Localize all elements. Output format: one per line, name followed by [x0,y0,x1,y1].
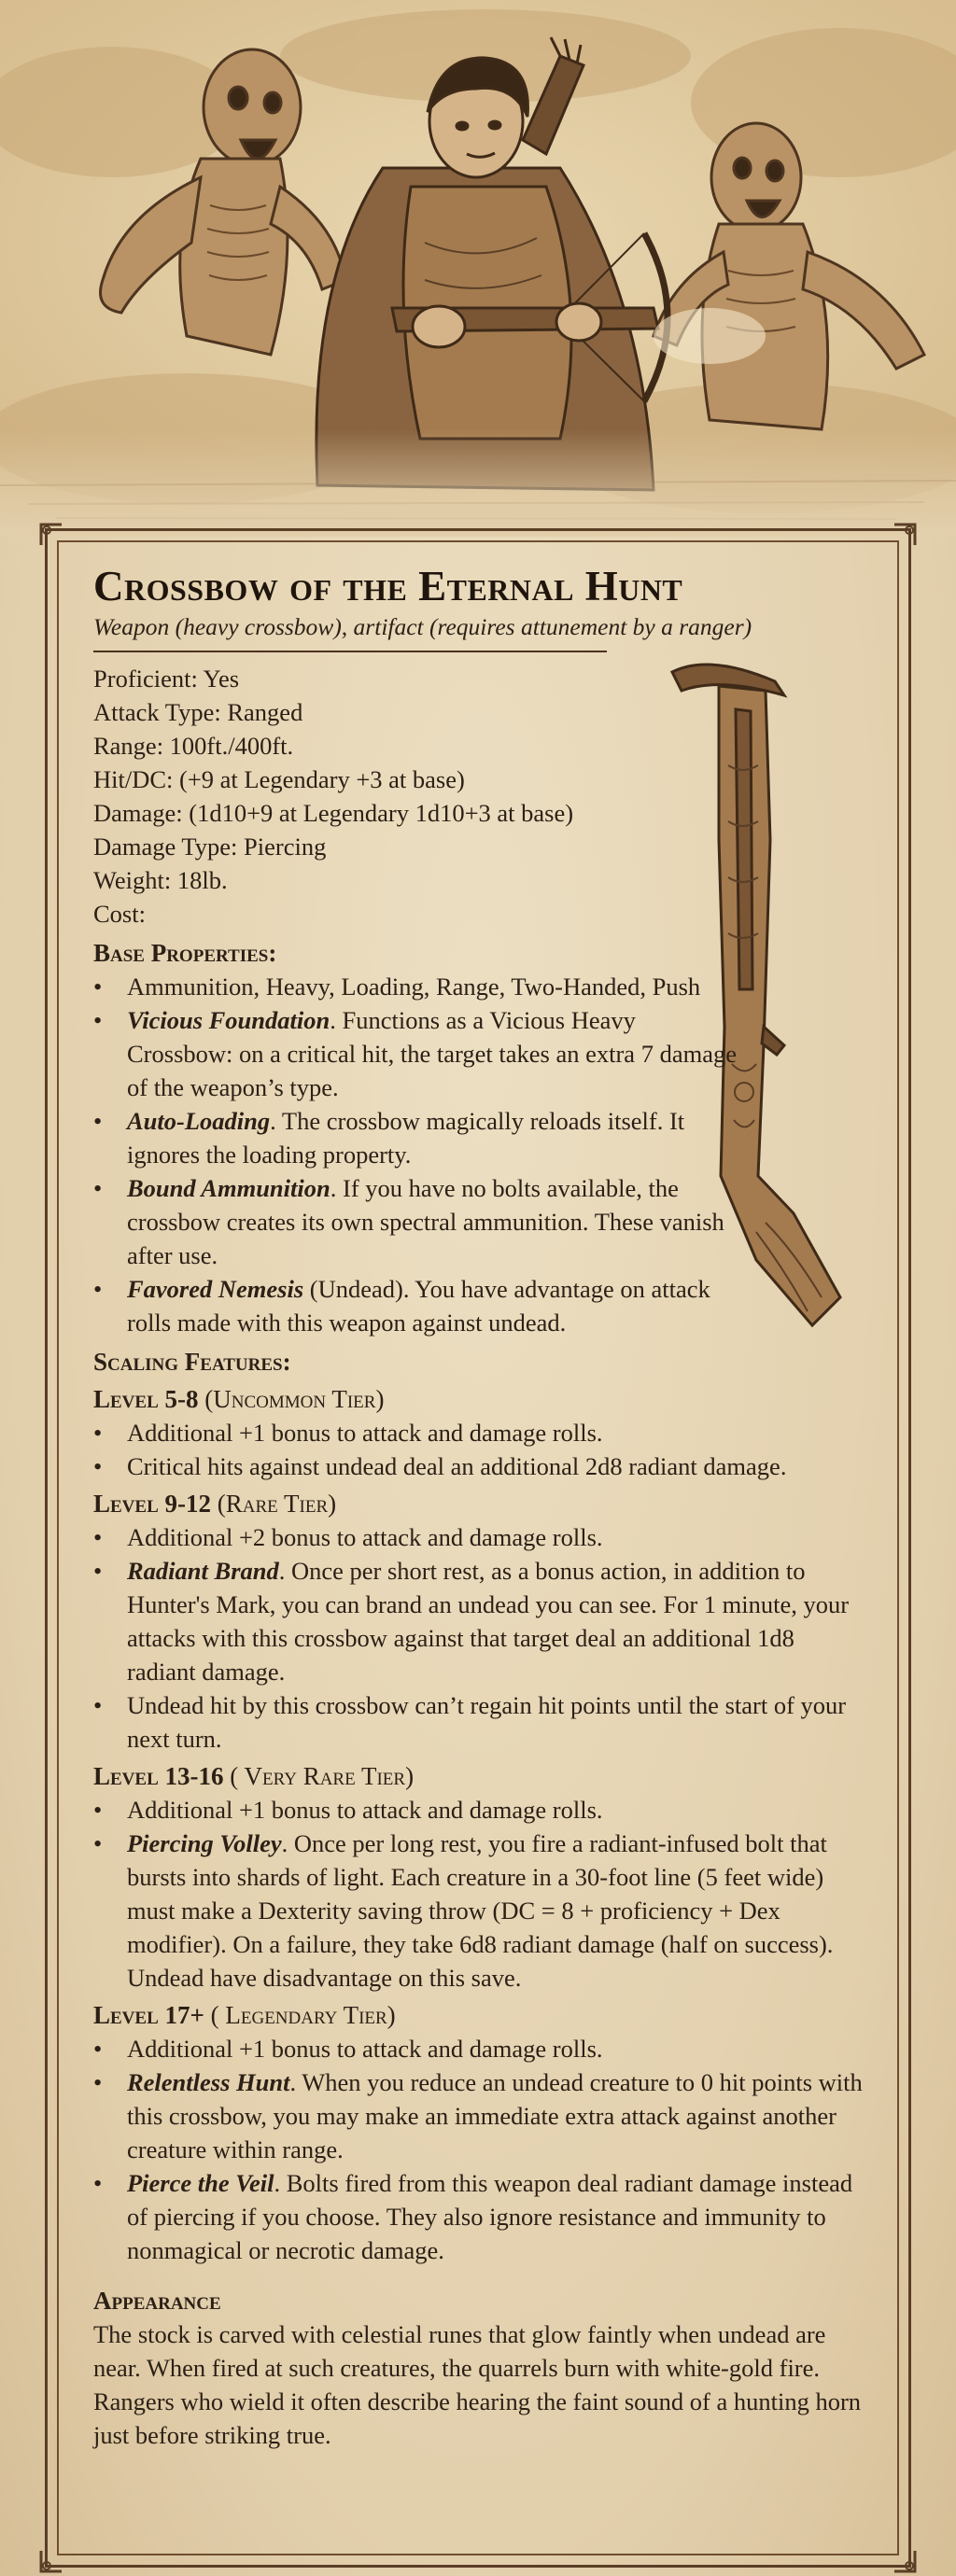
tier-heading: Level 17+ ( Legendary Tier) [93,2001,396,2030]
tier-heading: Level 9-12 (Rare Tier) [93,1490,337,1519]
appearance-text: The stock is carved with celestial runes that glow faintly when undead are near. When fired at such creatures, the quarrels burn with white-gold fire. Rangers who wield it often describe hearing the faint sound of a hunting horn just before striking true. [93,2320,862,2450]
illustration-svg [0,0,956,537]
tier-heading: Level 13-16 ( Very Rare Tier) [93,1762,415,1791]
list-item: • Relentless Hunt. When you reduce an undead creature to 0 hit points with this crossbow, you may make an immediate extra attack against another creature within range. [93,2065,868,2166]
stat-block [93,662,868,931]
corner-ornament-icon [37,521,65,549]
stat-range: Range: 100ft./400ft. [93,732,294,761]
stat-cost: Cost: [93,900,146,929]
list-item: • Piercing Volley. Once per long rest, you fire a radiant-infused bolt that bursts into shards of light. Each creature in a 30-foot line (5 feet wide) must make a Dexterity saving throw (DC = 8 + proficiency + Dex modifier). On a failure, they take 6d8 radiant damage (half on success). Undead have disadvantage on this save. [93,1827,868,1995]
tier-list [93,2032,868,2267]
list-item: • Bound Ammunition. If you have no bolts available, the crossbow creates its own spectral ammunition. These vanish after use. [93,1171,743,1272]
stat-proficient: Proficient: Yes [93,665,240,693]
appearance-heading: Appearance [93,2287,221,2316]
list-item: • Critical hits against undead deal an additional 2d8 radiant damage. [93,1449,868,1483]
item-title: Crossbow of the Eternal Hunt [93,563,683,609]
appearance-section [93,2284,868,2452]
list-item: • Additional +1 bonus to attack and damage rolls. [93,1416,868,1449]
stat-damage-type: Damage Type: Piercing [93,833,327,861]
list-item: • Vicious Foundation. Functions as a Vicious Heavy Crossbow: on a critical hit, the target takes an extra 7 damage of the weapon’s type. [93,1003,743,1104]
list-item: • Favored Nemesis (Undead). You have advantage on attack rolls made with this weapon against undead. [93,1272,743,1339]
stat-weight: Weight: 18lb. [93,866,228,895]
list-item: • Pierce the Veil. Bolts fired from this weapon deal radiant damage instead of piercing if you choose. They also ignore resistance and immunity to nonmagical or necrotic damage. [93,2166,868,2267]
corner-ornament-icon [891,2547,919,2575]
tier-list [93,1793,868,1995]
tier-list [93,1416,868,1483]
ranger-vs-undead-illustration [0,0,956,537]
item-subtitle: Weapon (heavy crossbow), artifact (requires attunement by a ranger) [93,613,752,640]
list-item: • Additional +1 bonus to attack and damage rolls. [93,1793,868,1827]
list-item: • Auto-Loading. The crossbow magically reloads itself. It ignores the loading property. [93,1104,743,1171]
list-item: • Radiant Brand. Once per short rest, as a bonus action, in addition to Hunter's Mark, you can brand an undead you can see. For 1 minute, your attacks with this crossbow against that target deal an additional 1d8 radiant damage. [93,1554,868,1688]
tier-heading: Level 5-8 (Uncommon Tier) [93,1385,385,1414]
corner-ornament-icon [891,521,919,549]
stat-hit-dc: Hit/DC: (+9 at Legendary +3 at base) [93,765,465,794]
tier-list [93,1520,868,1756]
list-item: • Additional +1 bonus to attack and damage rolls. [93,2032,868,2065]
list-item: • Additional +2 bonus to attack and damage rolls. [93,1520,868,1554]
base-properties-heading: Base Properties: [93,939,277,968]
scaling-features-heading: Scaling Features: [93,1348,291,1377]
list-item: • Undead hit by this crossbow can’t regain hit points until the start of your next turn. [93,1688,868,1756]
title-divider [93,651,607,652]
list-item: • Ammunition, Heavy, Loading, Range, Two-Handed, Push [93,970,743,1003]
base-properties-list [93,970,868,1339]
stat-attack-type: Attack Type: Ranged [93,698,303,727]
item-content [93,554,868,2452]
stat-damage: Damage: (1d10+9 at Legendary 1d10+3 at base) [93,799,574,828]
corner-ornament-icon [37,2547,65,2575]
